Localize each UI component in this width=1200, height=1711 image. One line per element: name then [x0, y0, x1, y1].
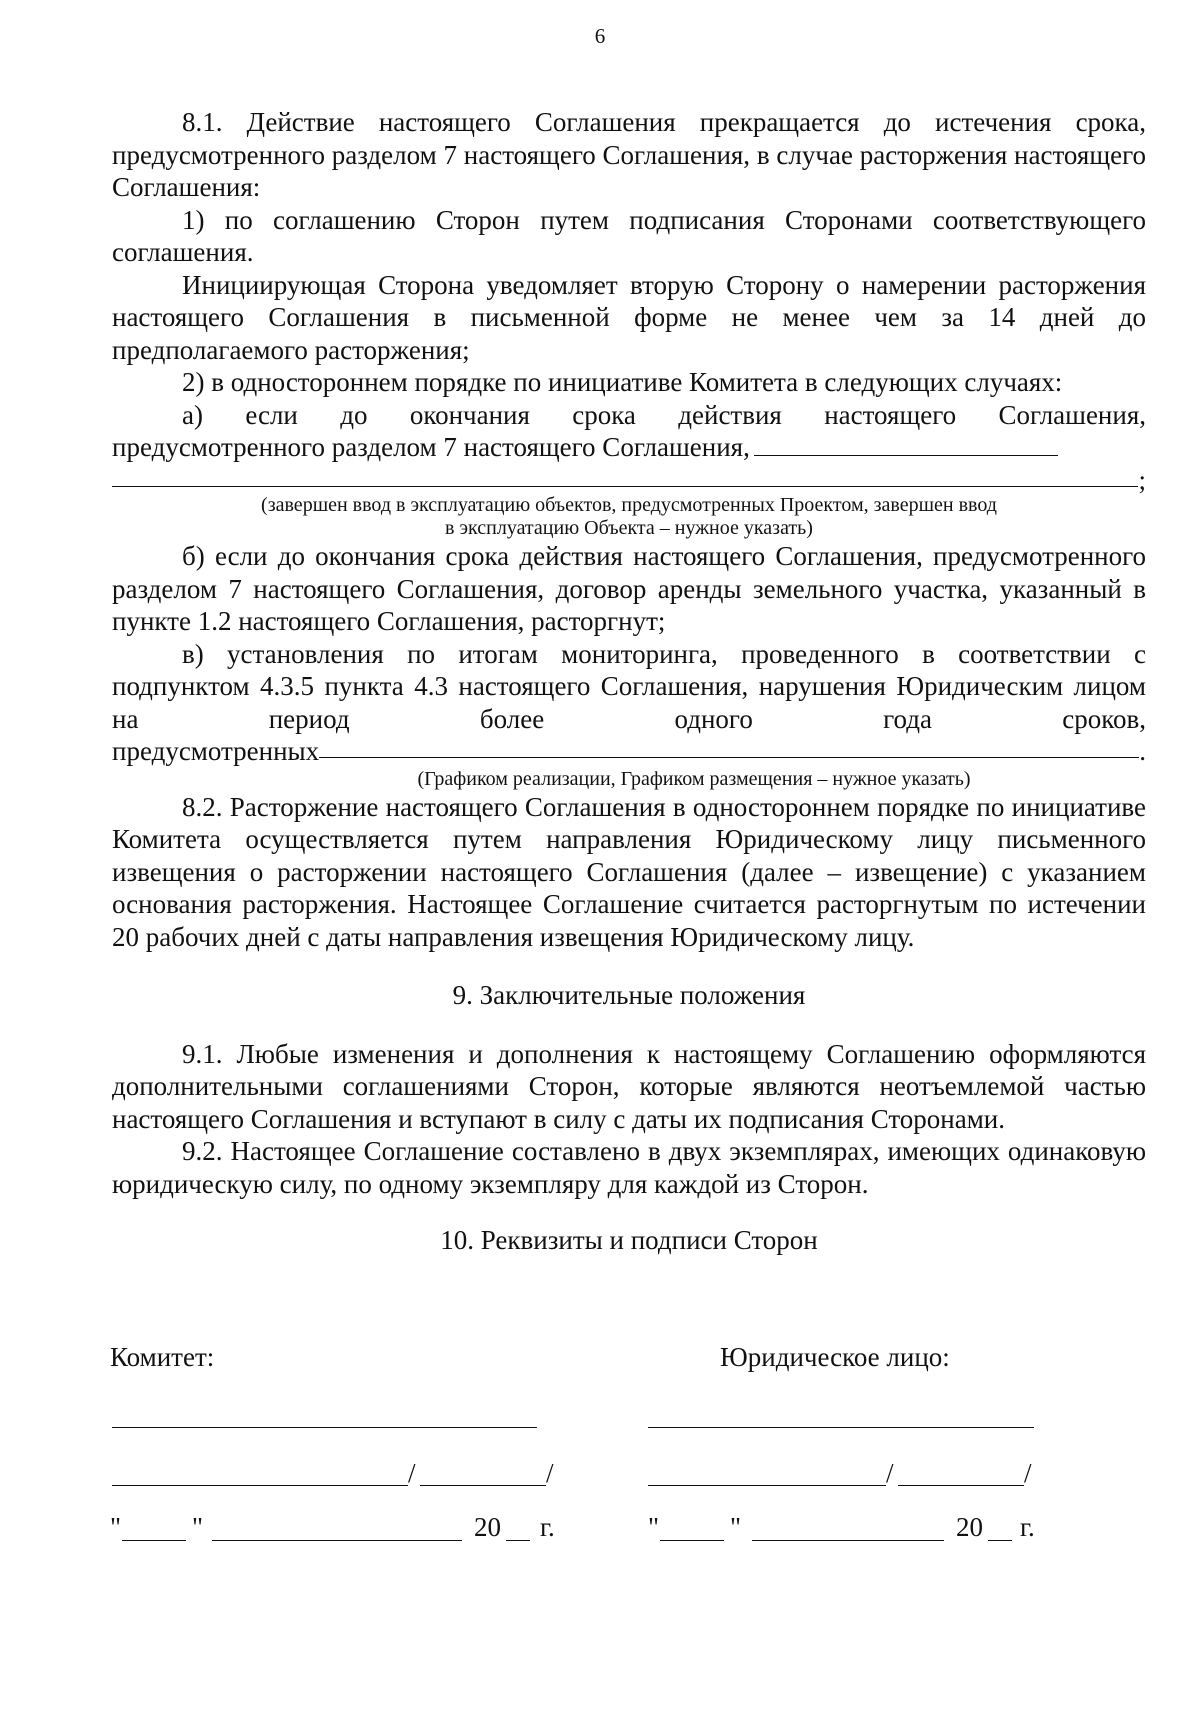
paragraph-9-2: 9.2. Настоящее Соглашение составлено в двух экземплярах, имеющих одинаковую юридическую силу, по одному экземпляру для каждой из Сторон.: [112, 1136, 1146, 1199]
slash: /: [886, 1458, 894, 1488]
committee-year-line[interactable]: [506, 1540, 530, 1541]
paragraph-8-1-item-2: 2) в одностороннем порядке по инициативе Комитета в следующих случаях:: [182, 367, 1063, 397]
quote-mark: ": [730, 1512, 742, 1542]
committee-signature-line[interactable]: [112, 1427, 537, 1428]
committee-month-line[interactable]: [212, 1540, 462, 1541]
committee-label: Комитет:: [110, 1342, 215, 1372]
paragraph-8-1-item-2a-text: предусмотренного разделом 7 настоящего Соглашения,: [112, 432, 750, 462]
slash: /: [1024, 1458, 1032, 1488]
paragraph-8-2: 8.2. Расторжение настоящего Соглашения в одностороннем порядке по инициативе Комитета осуществляется путем направления Юридическому лицу письменного извещения о расторжении настоящего Соглашения (далее – извещение) с указанием основания расторжения. Настоящее Соглашение считается расторгнутым по истечении 20 рабочих дней с даты направления извещения Юридическому лицу.: [112, 791, 1146, 952]
paragraph-8-1-item-2a-line2: [112, 431, 1146, 464]
section-10-heading: 10. Реквизиты и подписи Сторон: [440, 1225, 818, 1255]
fill-in-blank[interactable]: [112, 485, 1138, 487]
legal-entity-day-line[interactable]: [660, 1540, 724, 1541]
quote-mark: ": [110, 1512, 122, 1542]
note-2a-line2: в эксплуатацию Объекта – нужное указать): [445, 517, 813, 539]
year-prefix: 20: [956, 1512, 983, 1542]
paragraph-8-1-item-2a-line3: [112, 464, 1146, 497]
legal-entity-initials-line[interactable]: [898, 1485, 1024, 1486]
document-body: [112, 106, 1146, 1257]
legal-entity-name-line[interactable]: [648, 1485, 886, 1486]
period: .: [1139, 736, 1146, 766]
committee-initials-line[interactable]: [420, 1485, 546, 1486]
committee-day-line[interactable]: [122, 1540, 186, 1541]
legal-entity-month-line[interactable]: [752, 1540, 944, 1541]
paragraph-8-1-item-1: 1) по соглашению Сторон путем подписания Сторонами соответствующего соглашения.: [112, 204, 1146, 267]
paragraph-8-1-item-2v: в) установления по итогам мониторинга, проведенного в соответствии с подпунктом 4.3.5 пункта 4.3 настоящего Соглашения, нарушения Юридическим лицом на период более одного года сроков,: [112, 638, 1146, 734]
committee-name-line[interactable]: [112, 1485, 408, 1486]
paragraph-9-1: 9.1. Любые изменения и дополнения к настоящему Соглашению оформляются дополнительными соглашениями Сторон, которые являются неотъемлемой частью настоящего Соглашения и вступают в силу с даты их подписания Сторонами.: [112, 1038, 1146, 1134]
year-prefix: 20: [474, 1512, 501, 1542]
note-2v: (Графиком реализации, Графиком размещения – нужное указать): [417, 767, 971, 790]
paragraph-8-1-item-2v-word: предусмотренных: [112, 736, 320, 766]
section-9-heading: 9. Заключительные положения: [452, 980, 806, 1010]
paragraph-8-1-item-2a-line1: а) если до окончания срока действия настоящего Соглашения,: [182, 399, 1146, 430]
note-2a-line1: (завершен ввод в эксплуатацию объектов, предусмотренных Проектом, завершен ввод: [261, 494, 997, 516]
paragraph-8-1-item-2v-end: [112, 735, 1146, 768]
semicolon: ;: [1138, 464, 1146, 495]
quote-mark: ": [648, 1512, 660, 1542]
slash: /: [408, 1458, 416, 1488]
legal-entity-signature-line[interactable]: [648, 1427, 1034, 1428]
fill-in-blank[interactable]: [754, 433, 1058, 456]
slash: /: [546, 1458, 554, 1488]
legal-entity-year-line[interactable]: [988, 1540, 1012, 1541]
legal-entity-label: Юридическое лицо:: [720, 1342, 950, 1372]
paragraph-8-1: 8.1. Действие настоящего Соглашения прекращается до истечения срока, предусмотренного разделом 7 настоящего Соглашения, в случае расторжения настоящего Соглашения:: [112, 107, 1146, 202]
fill-in-blank[interactable]: [319, 756, 1139, 758]
paragraph-8-1-item-1-notice: Инициирующая Сторона уведомляет вторую Сторону о намерении расторжения настоящего Соглашения в письменной форме не менее чем за 14 дней до предполагаемого расторжения;: [112, 269, 1146, 365]
year-suffix: г.: [540, 1512, 555, 1542]
page-number: 6: [594, 24, 606, 48]
quote-mark: ": [192, 1512, 204, 1542]
paragraph-8-1-item-2b: б) если до окончания срока действия настоящего Соглашения, предусмотренного разделом 7 настоящего Соглашения, договор аренды земельного участка, указанный в пункте 1.2 настоящего Соглашения, расторгнут;: [112, 541, 1146, 636]
year-suffix: г.: [1020, 1512, 1035, 1542]
